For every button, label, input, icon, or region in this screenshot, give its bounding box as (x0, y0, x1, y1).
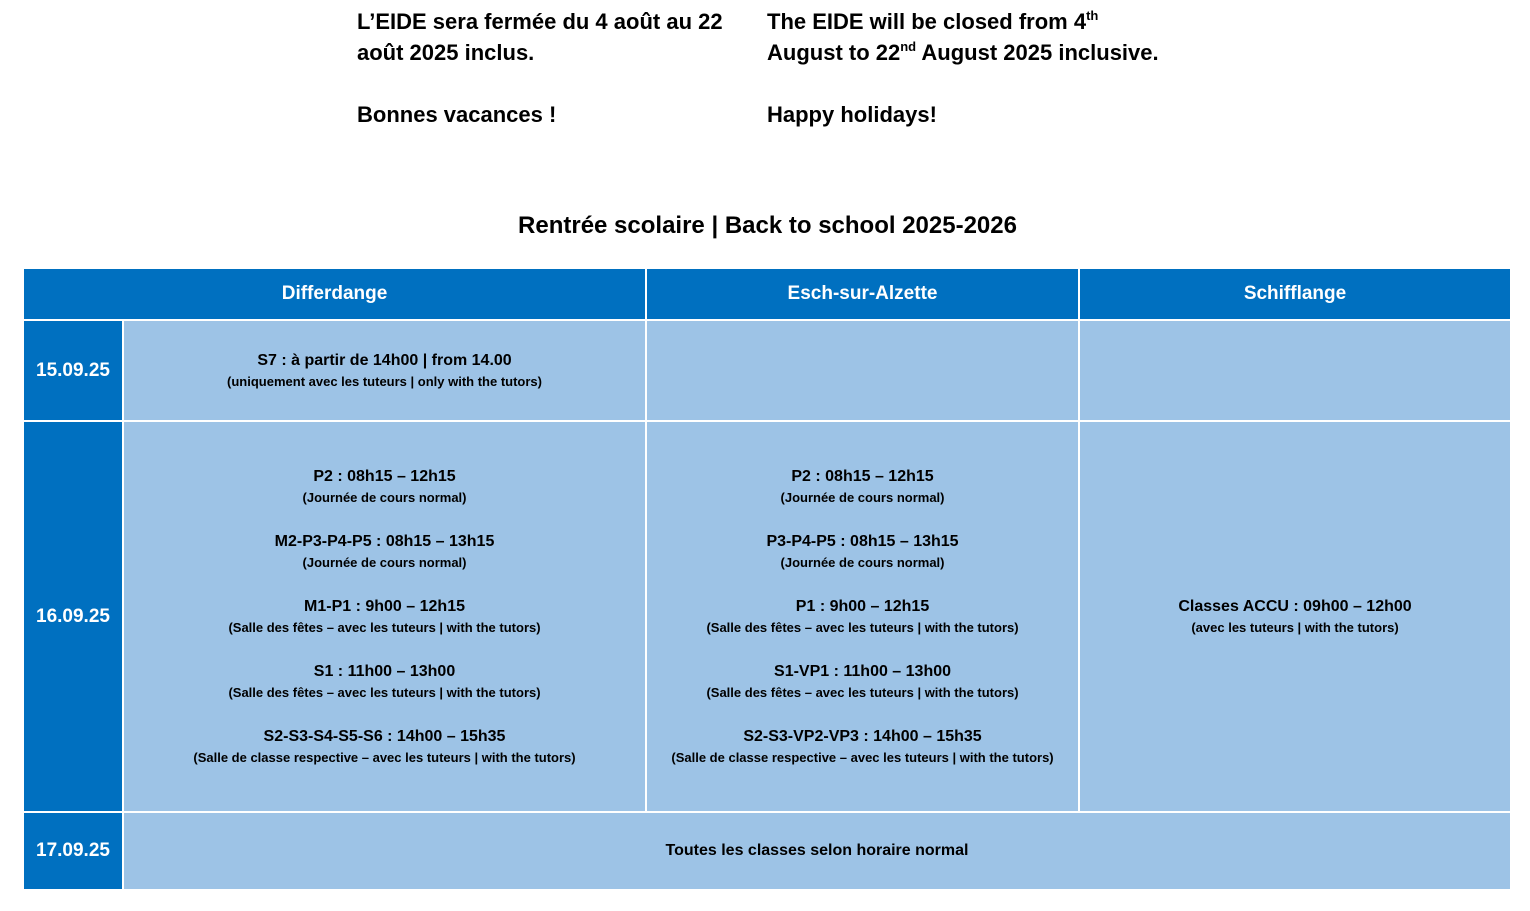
date-cell: 15.09.25 (23, 320, 123, 421)
entry-main: S1 : 11h00 – 13h00 (313, 663, 456, 680)
entry-note: (Journée de cours normal) (302, 490, 467, 505)
entry-main: P3-P4-P5 : 08h15 – 13h15 (766, 533, 959, 550)
notice-fr-line1: L’EIDE sera fermée du 4 août au 22 (357, 9, 723, 34)
entry-main: Classes ACCU : 09h00 – 12h00 (1178, 598, 1412, 615)
esch-cell (646, 421, 1079, 812)
notice-english (767, 6, 1227, 130)
schifflange-cell (1079, 421, 1511, 812)
page-title: Rentrée scolaire | Back to school 2025-2026 (518, 212, 1017, 239)
entry-note: (uniquement avec les tuteurs | only with the tutors) (227, 374, 542, 389)
entry-note: (Journée de cours normal) (780, 490, 945, 505)
schedule-entry (124, 726, 645, 767)
header-schifflange: Schifflange (1079, 268, 1511, 320)
schedule-table (22, 267, 1512, 891)
notice-en-line2: August to 22nd August 2025 inclusive. (767, 39, 1159, 65)
entry-main: S1-VP1 : 11h00 – 13h00 (774, 663, 952, 680)
entry-main: M2-P3-P4-P5 : 08h15 – 13h15 (274, 533, 495, 550)
esch-cell (646, 320, 1079, 421)
entry-note: (Salle des fêtes – avec les tuteurs | with the tutors) (706, 620, 1019, 635)
schedule-entry (647, 661, 1078, 702)
entry-main: P1 : 9h00 – 12h15 (795, 598, 930, 615)
differdange-cell (123, 320, 646, 421)
table-row (23, 421, 1511, 812)
schedule-entry (647, 531, 1078, 572)
date-cell: 17.09.25 (23, 812, 123, 890)
table-row (23, 812, 1511, 890)
date-cell: 16.09.25 (23, 421, 123, 812)
notice-fr-line2: août 2025 inclus. (357, 40, 535, 65)
schedule-entry (124, 531, 645, 572)
entry-main: M1-P1 : 9h00 – 12h15 (304, 598, 465, 615)
entry-note: (Journée de cours normal) (780, 555, 945, 570)
table-row (23, 320, 1511, 421)
schedule-entry (647, 726, 1078, 767)
notice-french (357, 6, 747, 130)
schedule-entry (124, 661, 645, 702)
entry-note: (Salle des fêtes – avec les tuteurs | with the tutors) (228, 620, 541, 635)
schedule-entry (647, 466, 1078, 507)
schedule-entry (124, 466, 645, 507)
schedule-entry (124, 596, 645, 637)
entry-note: (Salle de classe respective – avec les tuteurs | with the tutors) (671, 750, 1054, 765)
header-differdange: Differdange (23, 268, 646, 320)
entry-main: S2-S3-S4-S5-S6 : 14h00 – 15h35 (263, 728, 506, 745)
all-classes-cell: Toutes les classes selon horaire normal (123, 812, 1511, 890)
header-row (23, 268, 1511, 320)
entry-main: S7 : à partir de 14h00 | from 14.00 (257, 352, 512, 369)
schedule-entry (1080, 596, 1510, 637)
header-esch-sur-alzette: Esch-sur-Alzette (646, 268, 1079, 320)
notice-en-line1: The EIDE will be closed from 4th (767, 8, 1099, 34)
schedule-entry (124, 350, 645, 391)
differdange-cell (123, 421, 646, 812)
entry-note: (Salle de classe respective – avec les tuteurs | with the tutors) (193, 750, 576, 765)
entry-note: (Salle des fêtes – avec les tuteurs | with the tutors) (706, 685, 1019, 700)
entry-main: S2-S3-VP2-VP3 : 14h00 – 15h35 (743, 728, 982, 745)
entry-main: P2 : 08h15 – 12h15 (791, 468, 934, 485)
entry-note: (Salle des fêtes – avec les tuteurs | with the tutors) (228, 685, 541, 700)
schifflange-cell (1079, 320, 1511, 421)
notice-fr-greeting: Bonnes vacances ! (357, 102, 557, 127)
schedule-entry (647, 596, 1078, 637)
entry-note: (avec les tuteurs | with the tutors) (1191, 620, 1399, 635)
notice-en-greeting: Happy holidays! (767, 102, 937, 127)
entry-note: (Journée de cours normal) (302, 555, 467, 570)
entry-main: P2 : 08h15 – 12h15 (313, 468, 456, 485)
